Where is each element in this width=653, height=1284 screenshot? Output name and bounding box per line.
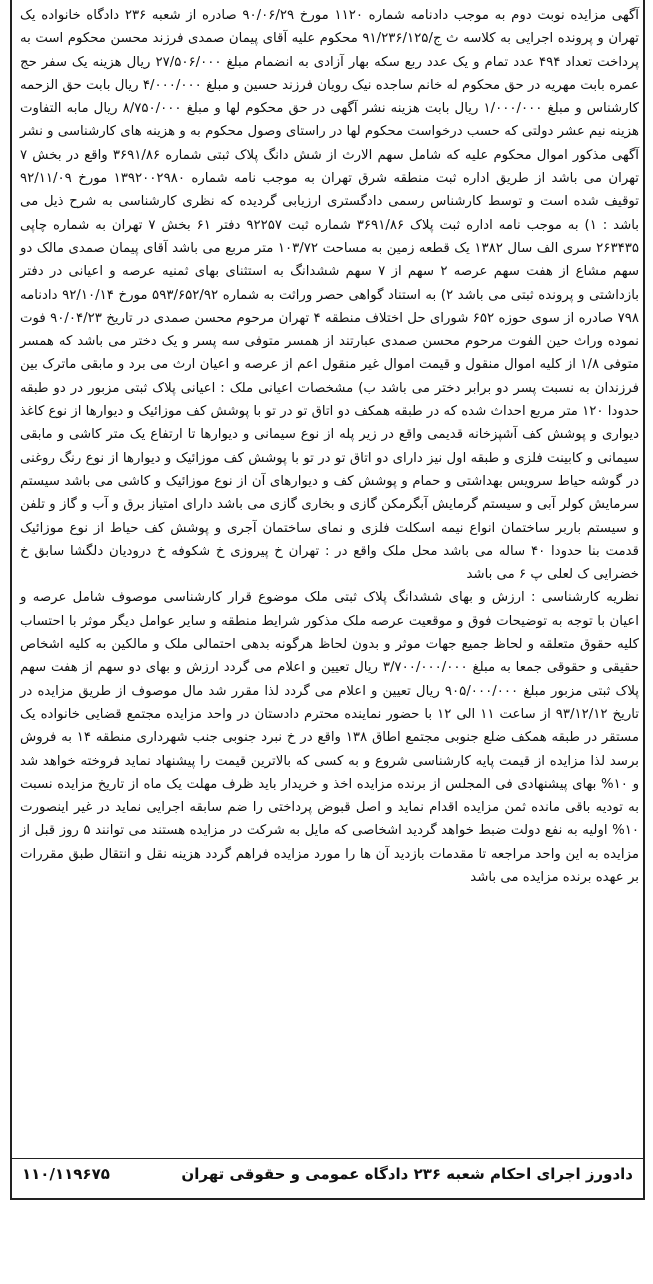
notice-paragraph-1: آگهی مزایده نوبت دوم به موجب دادنامه شماره ۱۱۲۰ مورخ ۹۰/۰۶/۲۹ صادره از شعبه ۲۳۶ دادگاه خانواده یک تهران و پرونده اجرایی به کلاسه ث ج/۹۱/۲۳۶/۱۲۵ محکوم علیه آقای پیمان صمدی فرزند محسن محکوم است به پرداخت تعداد ۴۹۴ عدد تمام و یک عدد ربع سکه بهار آزادی به انضمام مبلغ ۲۷/۵۰۶/۰۰۰ ریال هزینه یک سفر حج عمره بابت مهریه در حق محکوم له خانم ساجده نیک رویان فرزند حسین و مبلغ ۴/۰۰۰/۰۰۰ ریال بابت حق الزحمه کارشناس و مبلغ ۱/۰۰۰/۰۰۰ ریال بابت هزینه نشر آگهی در حق محکوم لها و مبلغ ۸/۷۵۰/۰۰۰ ریال مابه التفاوت هزینه نیم عشر دولتی که حسب درخواست محکوم لها در راستای وصول محکوم به و هزینه های کارشناسی و نشر آگهی مذکور اموال محکوم علیه که شامل سهم الارث از شش دانگ پلاک ثبتی شماره ۳۶۹۱/۸۶ واقع در بخش ۷ تهران می باشد از طریق اداره ثبت منطقه شرق تهران به موجب نامه شماره ۱۳۹۲۰۰۲۹۸۰ مورخ ۹۲/۱۱/۰۹ توقیف شده است و توسط کارشناس رسمی دادگستری ارزیابی گردیده که نظری کارشناسی به شرح ذیل می باشد : ۱) به موجب نامه اداره ثبت پلاک ۳۶۹۱/۸۶ شماره ثبت ۹۲۲۵۷ دفتر ۶۱ بخش ۷ تهران به شماره چاپی ۲۶۳۴۳۵ سری الف سال ۱۳۸۲ یک قطعه زمین به مساحت ۱۰۳/۷۲ متر مربع می باشد آقای پیمان صمدی مالک دو سهم مشاع از هفت سهم عرصه ۲ سهم از ۷ سهم ششدانگ به استثنای بهای ثمنیه عرصه و اعیانی در دفتر بازداشتی و پرونده ثبتی می باشد ۲) به استناد گواهی حصر وراثت به شماره ۵۹۳/۶۵۲/۹۲ مورخ ۹۲/۱۰/۱۴ دادنامه ۷۹۸ صادره از سوی حوزه ۶۵۲ شورای حل اختلاف منطقه ۴ تهران مرحوم محسن صمدی در تاریخ ۹۰/۰۴/۲۳ فوت نموده وراث حین الفوت مرحوم محسن صمدی عبارتند از همسر متوفی سه پسر و یک دختر می باشد که همسر متوفی ۱/۸ از کلیه اموال منقول و قیمت اموال غیر منقول اعم از عرصه و اعیان ارث می برد و مابقی ماترک بین فرزندان به نسبت پسر دو برابر دختر می باشد ب) مشخصات اعیانی ملک : اعیانی پلاک ثبتی مزبور در دو طبقه حدودا ۱۲۰ متر مربع احداث شده که در طبقه همکف دو اتاق تو در تو با پوشش کف موزائیک و دیوارها از نوع کاغذ دیواری و پوشش کف آشپزخانه قدیمی واقع در زیر پله از نوع سیمانی و دیوارها تا ارتفاع یک متر کاشی و مابقی سیمانی و کابینت فلزی و طبقه اول نیز دارای دو اتاق تو در تو با پوشش کف موزائیک و دیوارها از نوع رنگ روغنی در گوشه حیاط سرویس بهداشتی و حمام و پوشش کف و دیوارهای آن از نوع موزائیک و کاشی می باشد سیستم سرمایش کولر آبی و سیستم گرمایش آبگرمکن گازی و بخاری گازی می باشد دارای امتیاز برق و آب و گاز و تلفن و سیستم باربر ساختمان انواع نیمه اسکلت فلزی و نمای ساختمان آجری و پوشش کف حیاط از نوع موزائیک قدمت بنا حدودا ۴۰ ساله می باشد محل ملک واقع در : تهران خ پیروزی خ شکوفه خ درودیان دلگشا سابق خ خضرایی ک لعلی پ ۶ می باشد [20, 8, 640, 583]
footer-issuer: دادورز اجرای احکام شعبه ۲۳۶ دادگاه عمومی و حقوقی تهران [181, 1164, 633, 1183]
notice-paragraph-2: نظریه کارشناسی : ارزش و بهای ششدانگ پلاک ثبتی ملک موضوع قرار کارشناسی موصوف شامل عرصه و اعیان با توجه به توضیحات فوق و موقعیت عرصه ملک مذکور شرایط منطقه و سایر عوامل دیگر موثر با احتساب کلیه حقوق متعلقه و لحاظ جمیع جهات موثر و بدون لحاظ هرگونه بدهی احتمالی ملک و مالکین به کلیه اشخاص حقیقی و حقوقی جمعا به مبلغ ۳/۷۰۰/۰۰۰/۰۰۰ ریال تعیین و اعلام می گردد ارزش و بهای دو سهم از هفت سهم پلاک ثبتی مزبور مبلغ ۹۰۵/۰۰۰/۰۰۰ ریال تعیین و اعلام می گردد لذا مقرر شد مال موصوف از طریق مزایده در تاریخ ۹۳/۱۲/۱۲ از ساعت ۱۱ الی ۱۲ با حضور نماینده محترم دادستان در واحد مزایده مجتمع قضایی خانواده یک مستقر در طبقه همکف ضلع جنوبی مجتمع اطاق ۱۳۸ واقع در خ نبرد جنوبی جنب شهرداری منطقه ۱۴ به فروش برسد لذا مزایده از قیمت پایه کارشناسی شروع و به کسی که بالاترین قیمت را پیشنهاد نماید فروخته خواهد شد و ۱۰% بهای پیشنهادی فی المجلس از برنده مزایده اخذ و خریدار باید ظرف مهلت یک ماه از تاریخ مزایده نسبت به تودیه باقی مانده ثمن مزایده اقدام نماید و اصل قبوض پرداختی را ضم سابقه اجرایی نماید در غیر اینصورت ۱۰% اولیه به نفع دولت ضبط خواهد گردید اشخاصی که مایل به شرکت در مزایده هستند می توانند ۵ روز قبل از مزایده به این واحد مراجعه تا مقدمات بازدید آن ها را مورد مزایده فراهم گردد هزینه نقل و انتقال طبق مقررات بر عهده برنده مزایده می باشد [20, 590, 640, 885]
notice-footer [10, 1158, 645, 1188]
footer-code: ۱۱۰/۱۱۹۶۷۵ [22, 1164, 110, 1183]
notice-sheet [10, 0, 645, 1200]
notice-body [20, 4, 639, 889]
